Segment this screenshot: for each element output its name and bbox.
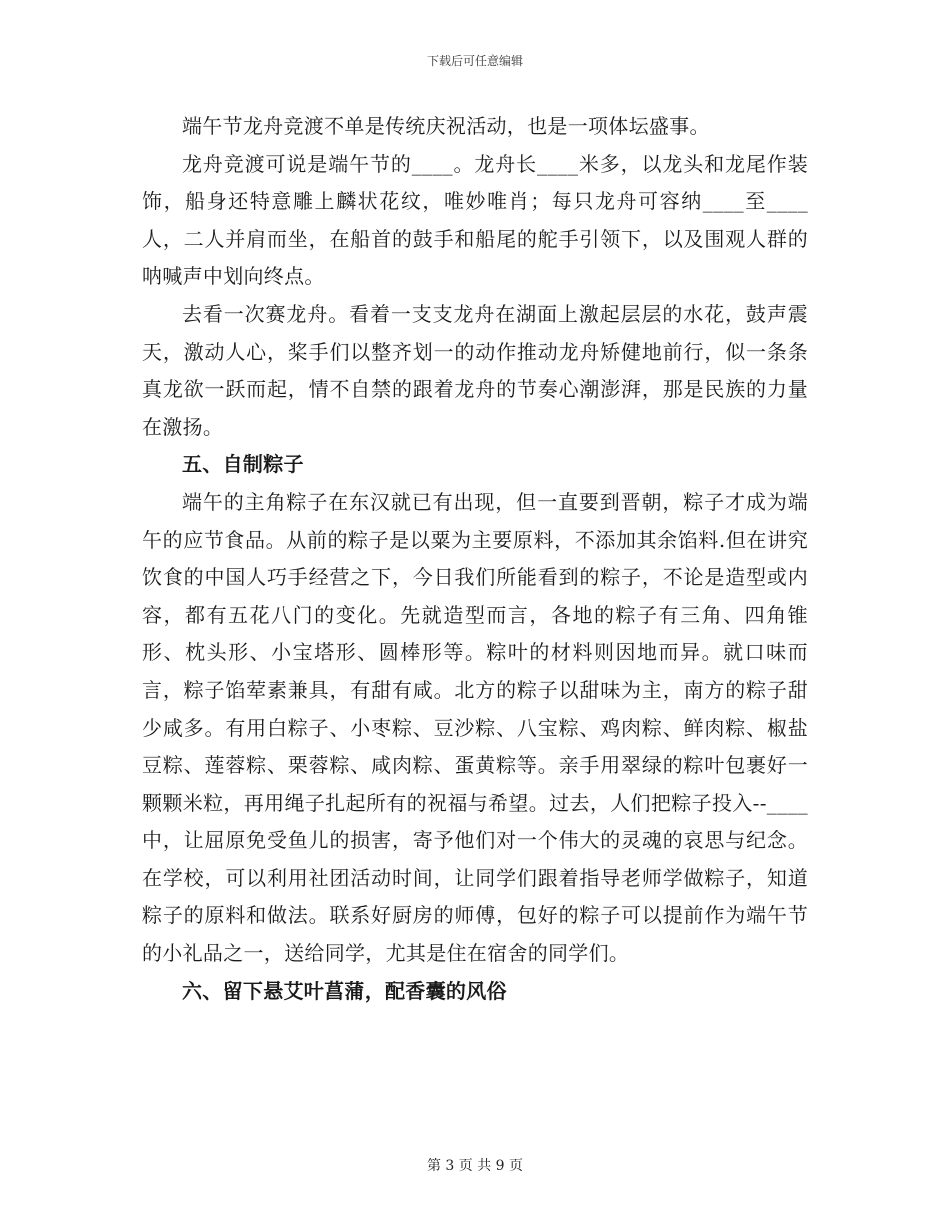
paragraph-zongzi: 端午的主角粽子在东汉就已有出现，但一直要到晋朝，粽子才成为端午的应节食品。从前的粽子是以粟为主要原料，不添加其余馅料.但在讲究饮食的中国人巧手经营之下，今日我们所能看到的粽子，不论是造型或内容，都有五花八门的变化。先就造型而言，各地的粽子有三角、四角锥形、枕头形、小宝塔形、圆棒形等。粽叶的材料则因地而异。就口味而言，粽子馅荤素兼具，有甜有咸。北方的粽子以甜味为主，南方的粽子甜少咸多。有用白粽子、小枣粽、豆沙粽、八宝粽、鸡肉粽、鲜肉粽、椒盐豆粽、莲蓉粽、栗蓉粽、咸肉粽、蛋黄粽等。亲手用翠绿的粽叶包裹好一颗颗米粒，再用绳子扎起所有的祝福与希望。过去，人们把粽子投入--____中，让屈原免受鱼儿的损害，寄予他们对一个伟大的灵魂的哀思与纪念。在学校，可以利用社团活动时间，让同学们跟着指导老师学做粽子，知道粽子的原料和做法。联系好厨房的师傅，包好的粽子可以提前作为端午节的小礼品之一，送给同学，尤其是住在宿舍的同学们。 xyxy=(142,489,808,966)
page-header: 下载后可任意编辑 xyxy=(426,54,523,68)
section-heading-mugwort: 六、留下悬艾叶菖蒲，配香囊的风俗 xyxy=(182,978,507,1003)
document-body xyxy=(142,108,808,1010)
paragraph-dragon-boat-intro: 端午节龙舟竞渡不单是传统庆祝活动，也是一项体坛盛事。 xyxy=(182,114,710,138)
paragraph-watch-race: 去看一次赛龙舟。看着一支支龙舟在湖面上激起层层的水花，鼓声震天，激动人心，桨手们以整齐划一的动作推动龙舟矫健地前行，似一条条真龙欲一跃而起，情不自禁的跟着龙舟的节奏心潮澎湃，那是民族的力量在激扬。 xyxy=(142,301,808,439)
paragraph-dragon-boat-details: 龙舟竞渡可说是端午节的____。龙舟长____米多，以龙头和龙尾作装饰，船身还特意雕上麟状花纹，唯妙唯肖；每只龙舟可容纳____至____人，二人并肩而坐，在船首的鼓手和船尾的舵手引领下，以及围观人群的呐喊声中划向终点。 xyxy=(142,151,808,289)
page-number-footer: 第 3 页 共 9 页 xyxy=(426,1158,524,1174)
section-heading-zongzi: 五、自制粽子 xyxy=(182,452,304,477)
